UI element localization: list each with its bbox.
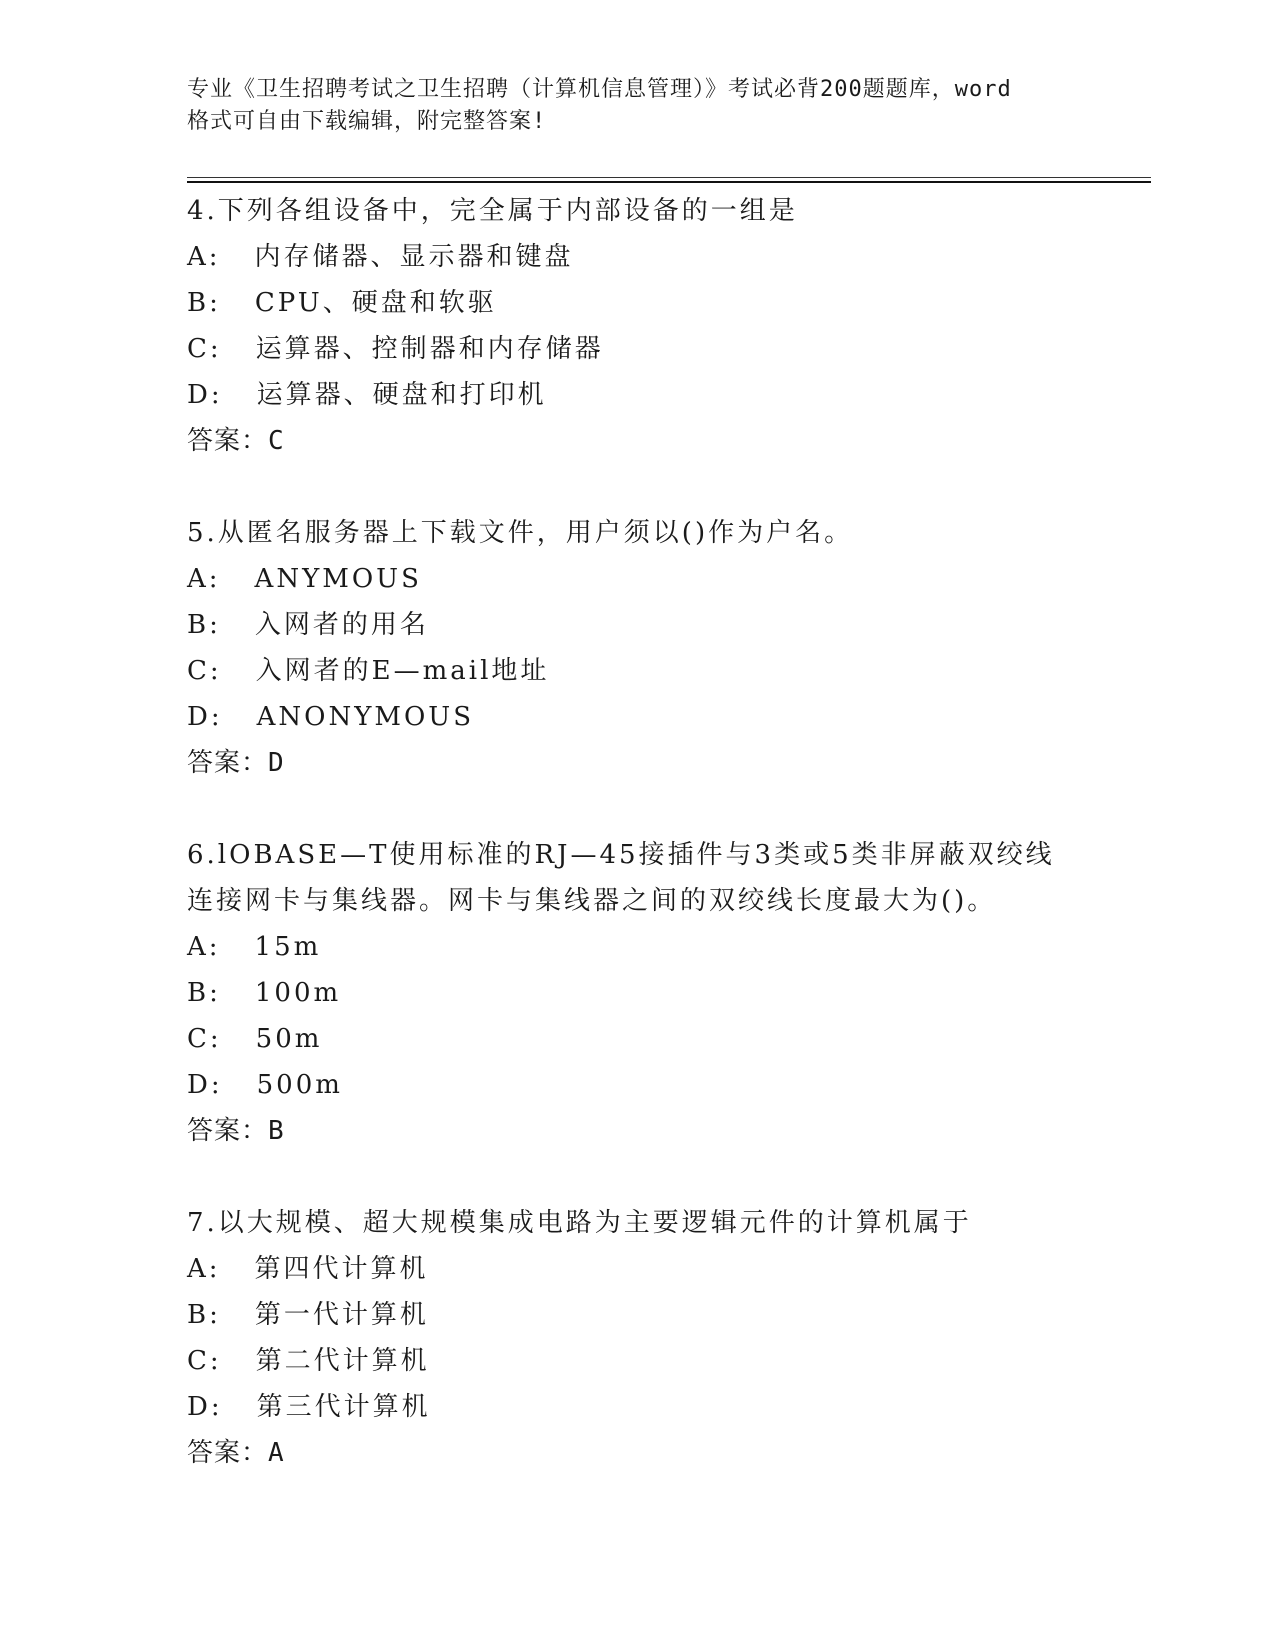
option-a [187, 1246, 1107, 1292]
question-stem: 7.以大规模、超大规模集成电路为主要逻辑元件的计算机属于 [187, 1208, 972, 1238]
option-letter: A: [187, 932, 221, 962]
option-b [187, 1292, 1107, 1338]
option-a [187, 556, 1107, 602]
option-letter: C: [187, 334, 222, 364]
header-divider-thick [187, 181, 1151, 183]
option-b [187, 280, 1107, 326]
option-letter: D: [187, 1070, 223, 1100]
question-6 [187, 832, 1107, 1154]
option-d [187, 372, 1107, 418]
option-text: 入网者的E—mail地址 [255, 656, 550, 686]
option-text: 内存储器、显示器和键盘 [254, 242, 574, 272]
option-letter: C: [187, 1346, 222, 1376]
option-letter: A: [187, 564, 221, 594]
option-c [187, 1016, 1107, 1062]
question-7 [187, 1200, 1107, 1476]
option-letter: A: [187, 242, 221, 272]
option-letter: D: [187, 380, 223, 410]
option-text: 运算器、控制器和内存储器 [255, 334, 604, 364]
option-letter: A: [187, 1254, 221, 1284]
question-5 [187, 510, 1107, 786]
option-letter: D: [187, 702, 223, 732]
option-text: 15m [254, 932, 322, 962]
document-header [187, 74, 1087, 138]
question-stem: 5.从匿名服务器上下载文件，用户须以()作为户名。 [187, 518, 854, 548]
option-d [187, 694, 1107, 740]
option-text: 100m [254, 978, 342, 1008]
option-a [187, 924, 1107, 970]
answer-label: 答案：B [187, 1116, 285, 1146]
option-b [187, 970, 1107, 1016]
header-line-1: 专业《卫生招聘考试之卫生招聘（计算机信息管理）》考试必背200题题库，word [187, 77, 1012, 102]
option-c [187, 1338, 1107, 1384]
answer-label: 答案：D [187, 748, 285, 778]
answer-label: 答案：A [187, 1438, 285, 1468]
question-stem: 4.下列各组设备中，完全属于内部设备的一组是 [187, 196, 798, 226]
option-letter: B: [187, 978, 221, 1008]
option-letter: B: [187, 610, 221, 640]
option-letter: C: [187, 656, 222, 686]
option-text: 运算器、硬盘和打印机 [256, 380, 547, 410]
option-letter: C: [187, 1024, 222, 1054]
option-text: 第一代计算机 [254, 1300, 429, 1330]
option-a [187, 234, 1107, 280]
question-stem: 6.lOBASE—T使用标准的RJ—45接插件与3类或5类非屏蔽双绞线连接网卡与集线器。网卡与集线器之间的双绞线长度最大为()。 [187, 840, 1055, 916]
option-c [187, 326, 1107, 372]
option-c [187, 648, 1107, 694]
option-text: ANYMOUS [254, 564, 422, 594]
option-text: 入网者的用名 [254, 610, 429, 640]
option-letter: D: [187, 1392, 223, 1422]
answer-label: 答案：C [187, 426, 285, 456]
option-text: 50m [255, 1024, 323, 1054]
option-d [187, 1384, 1107, 1430]
option-text: ANONYMOUS [256, 702, 475, 732]
question-4 [187, 188, 1107, 464]
option-text: 第二代计算机 [255, 1346, 430, 1376]
option-text: 第四代计算机 [254, 1254, 429, 1284]
question-list [187, 188, 1107, 1522]
header-divider-thin [187, 177, 1151, 178]
option-d [187, 1062, 1107, 1108]
option-b [187, 602, 1107, 648]
option-text: CPU、硬盘和软驱 [254, 288, 497, 318]
header-line-2: 格式可自由下载编辑，附完整答案! [187, 109, 547, 134]
option-letter: B: [187, 1300, 221, 1330]
option-letter: B: [187, 288, 221, 318]
option-text: 第三代计算机 [256, 1392, 431, 1422]
option-text: 500m [256, 1070, 343, 1100]
